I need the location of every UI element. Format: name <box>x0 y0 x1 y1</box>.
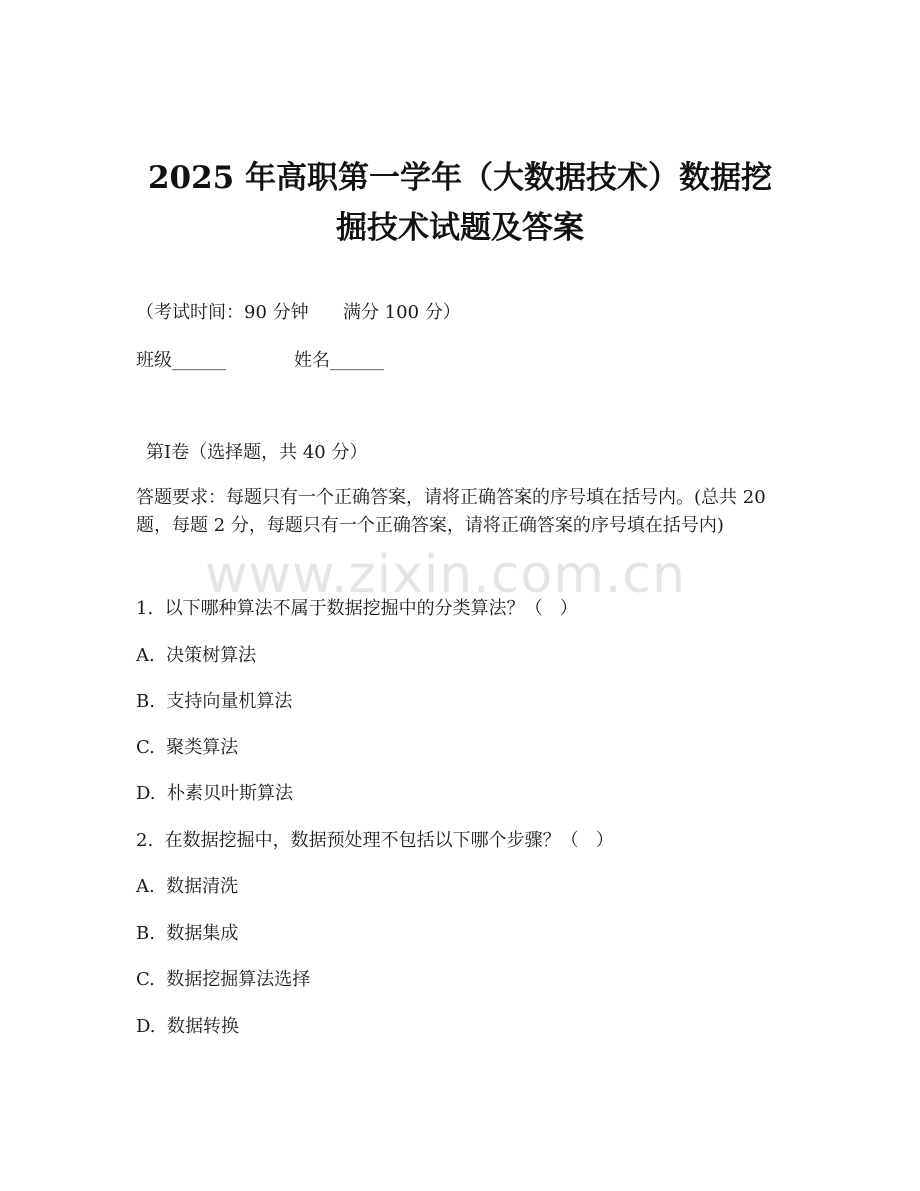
section-heading: 第Ⅰ卷（选择题，共 40 分） <box>146 442 368 463</box>
answer-instructions: 答题要求：每题只有一个正确答案，请将正确答案的序号填在括号内。(总共 20 题，每题 2 分，每题只有一个正确答案，请将正确答案的序号填在括号内) <box>136 487 766 536</box>
option-a: A. 决策树算法 <box>136 645 257 666</box>
option-d: D. 朴素贝叶斯算法 <box>136 783 293 804</box>
watermark: www.zixin.com.cn <box>205 545 686 605</box>
option-b: B. 支持向量机算法 <box>136 691 293 712</box>
option-b: B. 数据集成 <box>136 923 239 944</box>
question-stem: 2. 在数据挖掘中，数据预处理不包括以下哪个步骤？（ ） <box>136 830 614 851</box>
question-stem: 1. 以下哪种算法不属于数据挖掘中的分类算法？（ ） <box>136 598 578 619</box>
option-d: D. 数据转换 <box>136 1016 239 1037</box>
option-a: A. 数据清洗 <box>136 876 239 897</box>
document-title-line-1: 2025 年高职第一学年（大数据技术）数据挖 <box>147 160 773 196</box>
document-title-line-2: 掘技术试题及答案 <box>336 210 584 246</box>
exam-info: （考试时间：90 分钟 满分 100 分） <box>136 302 461 323</box>
option-c: C. 聚类算法 <box>136 737 239 758</box>
name-field: 姓名______ <box>294 350 384 371</box>
option-c: C. 数据挖掘算法选择 <box>136 969 311 990</box>
class-field: 班级______ <box>136 350 226 371</box>
